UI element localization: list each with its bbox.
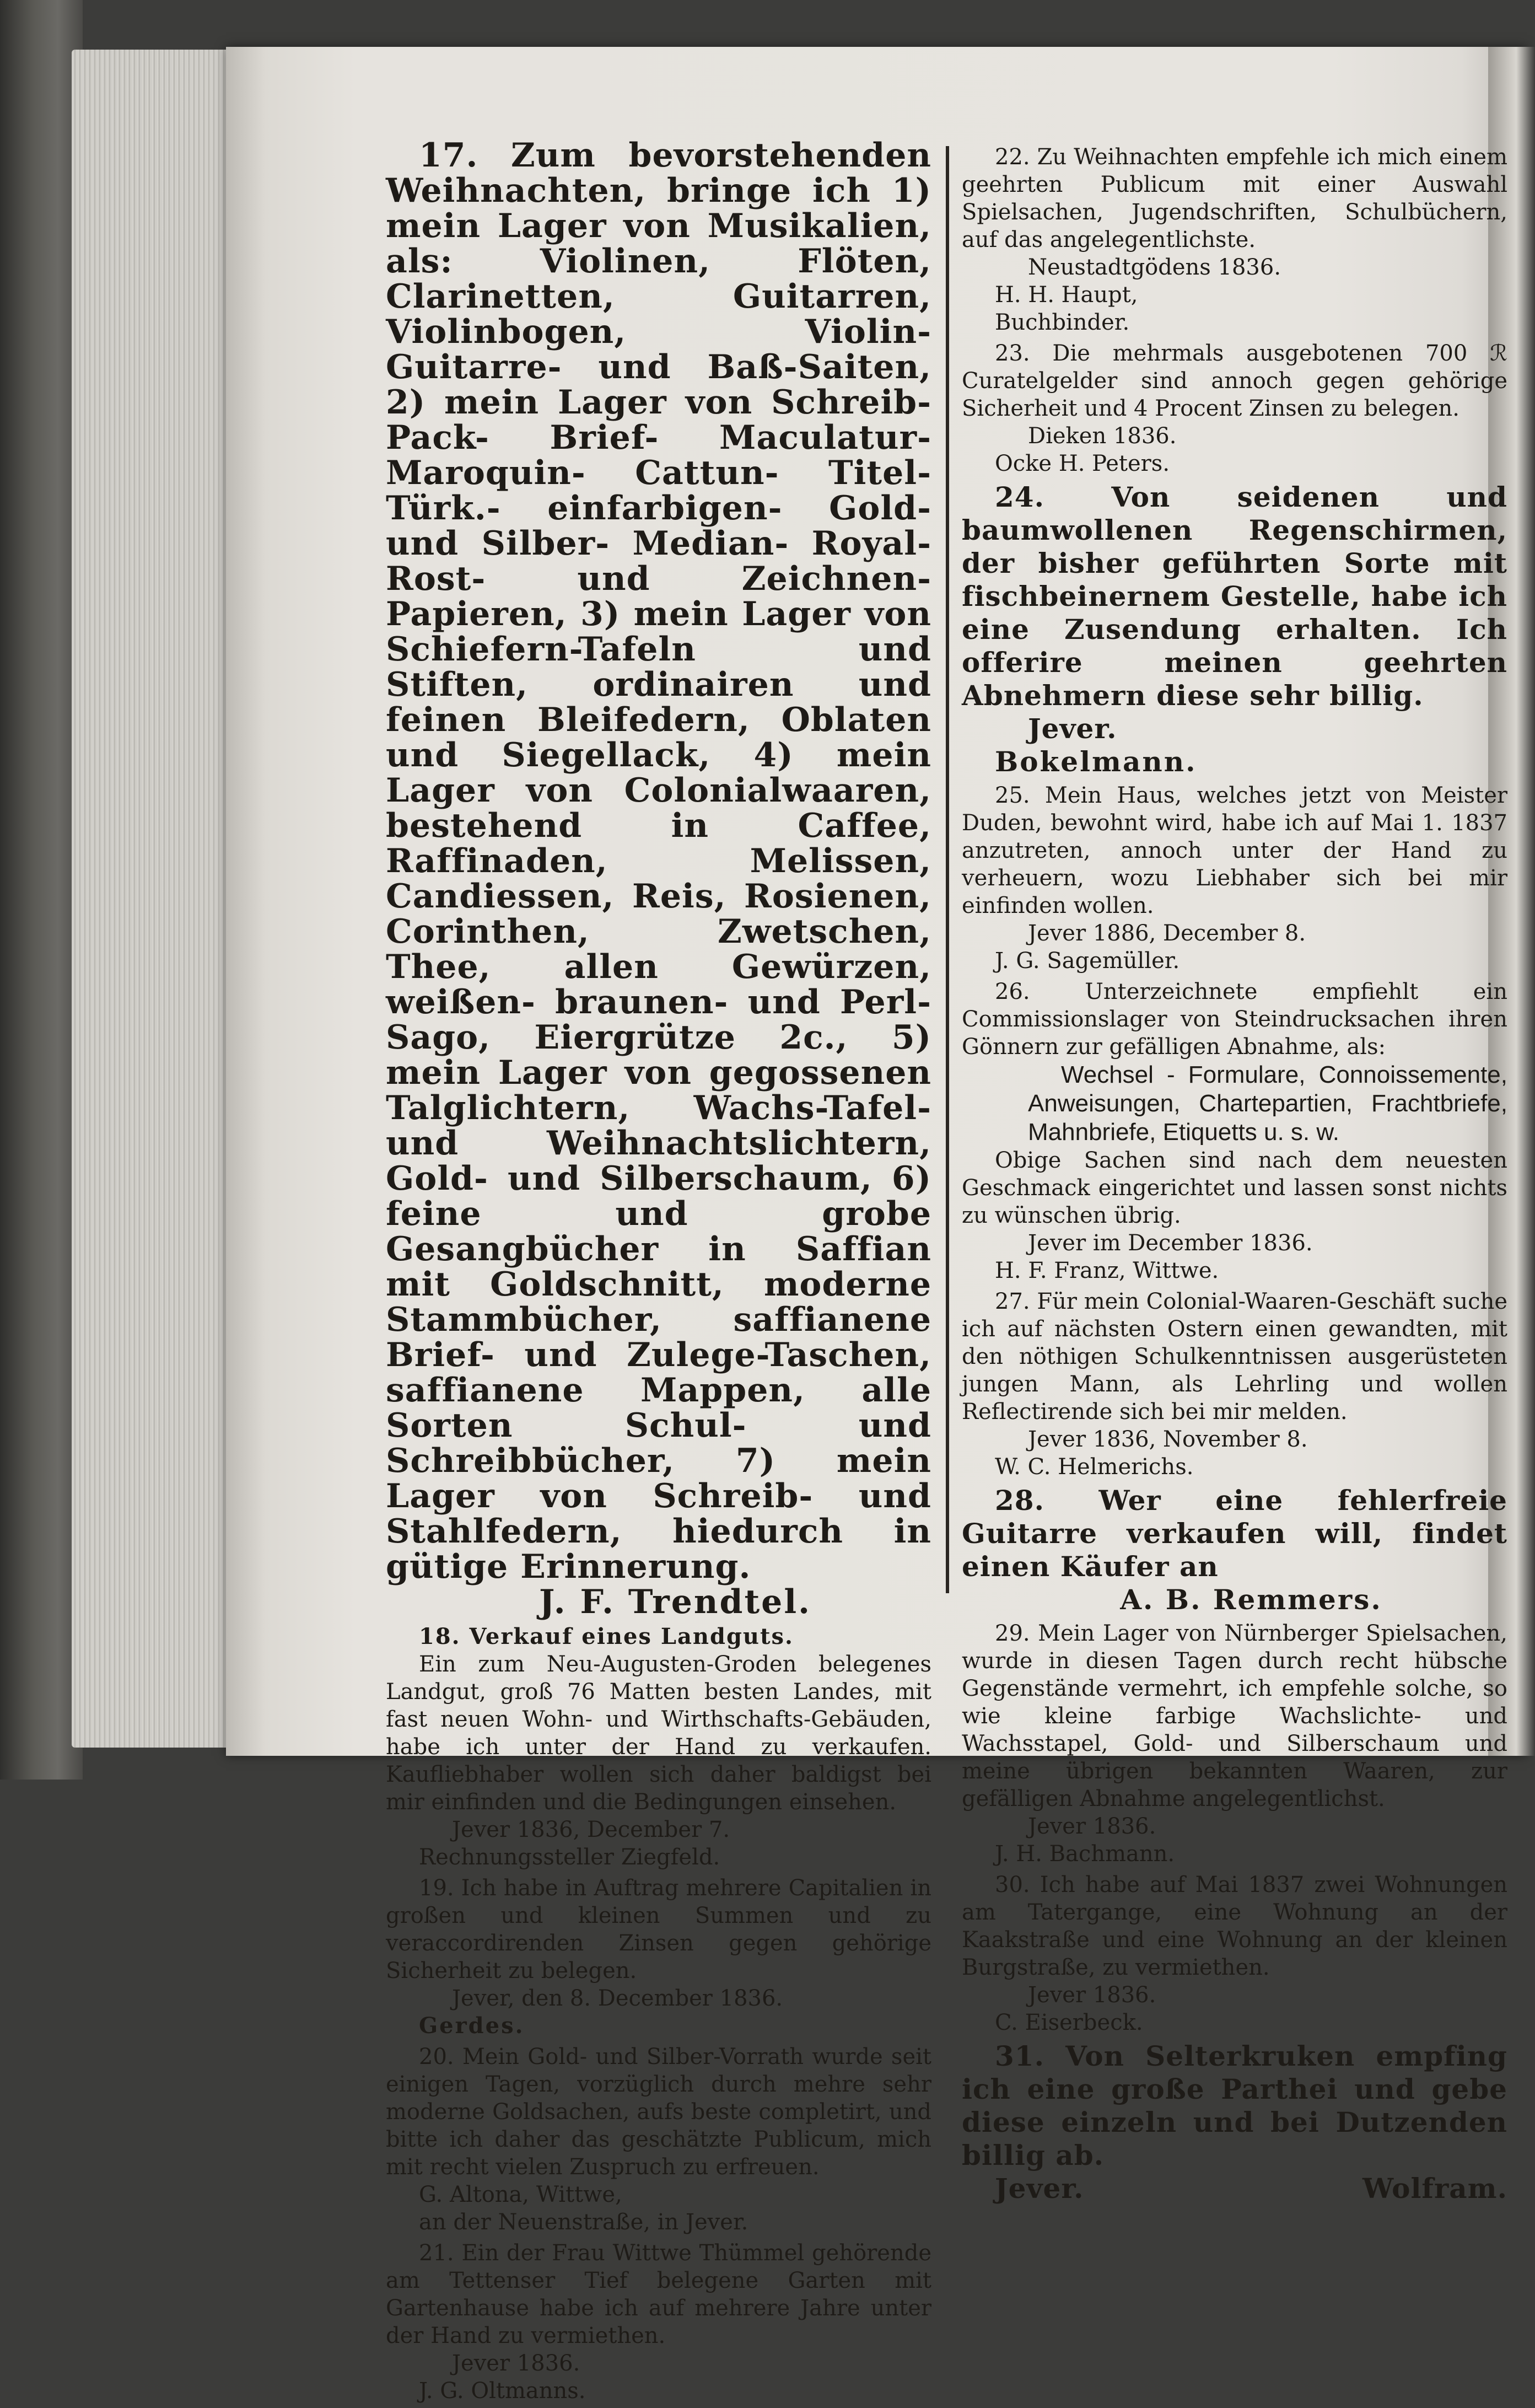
left-column	[386, 138, 931, 2408]
ad-25-text: 25. Mein Haus, welches jetzt von Meister Duden, bewohnt wird, habe ich auf Mai 1. 1837 anzutreten, annoch unter der Hand zu verheuern, wozu Liebhaber sich bei mir einfinden wollen.	[962, 783, 1507, 918]
ad-26-text2: Obige Sachen sind nach dem neuesten Geschmack eingerichtet und lassen sonst nichts zu wünschen übrig.	[962, 1148, 1507, 1228]
book-edge	[0, 0, 83, 1780]
ad-24-place: Jever.	[1028, 712, 1117, 745]
ad-27	[962, 1288, 1507, 1481]
ad-22-place: Neustadtgödens 1836.	[1028, 255, 1281, 280]
ad-29-signature: J. H. Bachmann.	[995, 1841, 1175, 1867]
ad-28-text: 28. Wer eine fehlerfreie Guitarre verkaufen will, findet einen Käufer an	[962, 1484, 1507, 1583]
ad-31-footer	[962, 2172, 1507, 2205]
ad-24-text: 24. Von seidenen und baumwollenen Regenschirmen, der bisher geführten Sorte mit fischbeinernem Gestelle, habe ich eine Zusendung erhalten. Ich offerire meinen geehrten Abnehmern diese sehr billig.	[962, 481, 1507, 712]
ad-18-text: Ein zum Neu-Augusten-Groden belegenes Landgut, groß 76 Matten besten Landes, mit fast neuen Wohn- und Wirthschafts-Gebäuden, habe ich unter der Hand zu verkaufen. Kaufliebhaber wollen sich daher baldigst bei mir einfinden und die Bedingungen einsehen.	[386, 1652, 931, 1815]
ad-23-signature: Ocke H. Peters.	[995, 451, 1170, 476]
ad-30-text: 30. Ich habe auf Mai 1837 zwei Wohnungen am Tatergange, eine Wohnung an der Kaakstraße und eine Wohnung an der kleinen Burgstraße, zu vermiethen.	[962, 1872, 1507, 1980]
ad-30-place: Jever 1836.	[1028, 1982, 1156, 2008]
ad-22-text: 22. Zu Weihnachten empfehle ich mich einem geehrten Publicum mit einer Auswahl Spielsachen, Jugendschriften, Schulbüchern, auf das angelegentlichste.	[962, 144, 1507, 252]
ad-19-place: Jever, den 8. December 1836.	[452, 1986, 783, 2011]
ad-26-list: Wechsel - Formulare, Connoissemente, Anweisungen, Chartepartien, Frachtbriefe, Mahnbriefe, Etiquetts u. s. w.	[1028, 1061, 1507, 1146]
ad-29	[962, 1620, 1507, 1868]
ad-21-text: 21. Ein der Frau Wittwe Thümmel gehörende am Tettenser Tief belegene Garten mit Gartenhause habe ich auf mehrere Jahre unter der Hand zu vermiethen.	[386, 2240, 931, 2348]
ad-18-signature: Rechnungssteller Ziegfeld.	[419, 1845, 720, 1870]
ad-31-signature: Wolfram.	[1362, 2172, 1507, 2205]
ad-26-signature: H. F. Franz, Wittwe.	[995, 1258, 1219, 1283]
ad-23-place: Dieken 1836.	[1028, 423, 1177, 449]
ad-19-text: 19. Ich habe in Auftrag mehrere Capitalien in großen und kleinen Summen und zu veraccordirenden Zinsen gegen gehörige Sicherheit zu belegen.	[386, 1875, 931, 1984]
right-column	[962, 143, 1507, 2208]
ad-23	[962, 340, 1507, 477]
ad-18-heading: 18. Verkauf eines Landguts.	[419, 1624, 794, 1649]
ad-17-text: 17. Zum bevorstehenden Weihnachten, bringe ich 1) mein Lager von Musikalien, als: Violinen, Flöten, Clarinetten, Guitarren, Violinbogen, Violin-Guitarre- und Baß-Saiten, 2) mein Lager von Schreib- Pack- Brief- Maculatur- Maroquin- Cattun- Titel- Türk.- einfarbigen- Gold- und Silber- Median- Royal- Rost- und Zeichnen-Papieren, 3) mein Lager von Schiefern-Tafeln und Stiften, ordinairen und feinen Bleifedern, Oblaten und Siegellack, 4) mein Lager von Colonialwaaren, bestehend in Caffee, Raffinaden, Melissen, Candiessen, Reis, Rosienen, Corinthen, Zwetschen, Thee, allen Gewürzen, weißen- braunen- und Perl-Sago, Eiergrütze 2c., 5) mein Lager von gegossenen Talglichtern, Wachs-Tafel- und Weihnachtslichtern, Gold- und Silberschaum, 6) feine und grobe Gesangbücher in Saffian mit Goldschnitt, moderne Stammbücher, saffianene Brief- und Zulege-Taschen, saffianene Mappen, alle Sorten Schul- und Schreibbücher, 7) mein Lager von Schreib- und Stahlfedern, hiedurch in gütige Erinnerung.	[386, 136, 931, 1586]
ad-25-signature: J. G. Sagemüller.	[995, 948, 1180, 974]
ad-26-place: Jever im December 1836.	[1028, 1230, 1313, 1256]
ad-20-text: 20. Mein Gold- und Silber-Vorrath wurde seit einigen Tagen, vorzüglich durch mehre sehr moderne Goldsachen, aufs beste completirt, und bitte ich daher das geschätzte Publicum, mich mit recht vielen Zuspruch zu erfreuen.	[386, 2044, 931, 2180]
ad-23-text: 23. Die mehrmals ausgebotenen 700 ℛ Curatelgelder sind annoch gegen gehörige Sicherheit und 4 Procent Zinsen zu belegen.	[962, 341, 1507, 421]
ad-20-signature-note: an der Neuenstraße, in Jever.	[419, 2210, 748, 2235]
ad-31-place: Jever.	[995, 2172, 1084, 2205]
ad-28-signature: A. B. Remmers.	[1120, 1583, 1382, 1616]
ad-17-signature: J. F. Trendtel.	[538, 1583, 812, 1621]
ad-21-place: Jever 1836.	[452, 2351, 580, 2376]
page-stack	[72, 50, 237, 1748]
ad-29-place: Jever 1836.	[1028, 1814, 1156, 1839]
ad-30-signature: C. Eiserbeck.	[995, 2010, 1143, 2035]
ad-28	[962, 1484, 1507, 1616]
ad-26	[962, 978, 1507, 1284]
ad-22-signature-note: Buchbinder.	[995, 310, 1130, 335]
ad-25	[962, 782, 1507, 975]
ad-20	[386, 2043, 931, 2236]
ad-31-text: 31. Von Selterkruken empfing ich eine große Parthei und gebe diese einzeln und bei Dutzenden billig ab.	[962, 2040, 1507, 2172]
ad-22-signature: H. H. Haupt,	[995, 282, 1138, 308]
ad-27-text: 27. Für mein Colonial-Waaren-Geschäft suche ich auf nächsten Ostern einen gewandten, mit den nöthigen Schulkenntnissen ausgerüsteten jungen Mann, als Lehrling und wollen Reflectirende sich bei mir melden.	[962, 1289, 1507, 1425]
ad-24	[962, 481, 1507, 778]
ad-18-place: Jever 1836, December 7.	[452, 1817, 730, 1842]
ad-19-signature: Gerdes.	[419, 2013, 525, 2039]
ad-29-text: 29. Mein Lager von Nürnberger Spielsachen, wurde in diesen Tagen durch recht hübsche Gegenstände vermehrt, ich empfehle solche, so wie kleine farbige Wachslichte- und Wachsstapel, Gold- und Silberschaum und meine übrigen bekannten Waaren, zur gefälligen Abnahme angelegentlichst.	[962, 1621, 1507, 1812]
ad-31	[962, 2040, 1507, 2205]
ad-27-signature: W. C. Helmerichs.	[995, 1454, 1194, 1480]
column-rule	[946, 146, 949, 1593]
ad-25-place: Jever 1886, December 8.	[1028, 921, 1306, 946]
ad-20-signature: G. Altona, Wittwe,	[419, 2182, 622, 2207]
ad-22	[962, 143, 1507, 336]
ad-30	[962, 1871, 1507, 2036]
ad-27-place: Jever 1836, November 8.	[1028, 1427, 1308, 1452]
ad-24-signature: Bokelmann.	[995, 745, 1197, 778]
ad-19	[386, 1874, 931, 2040]
ad-18	[386, 1623, 931, 1871]
ad-21	[386, 2239, 931, 2405]
ad-17	[386, 138, 931, 1620]
ad-21-signature: J. G. Oltmanns.	[419, 2378, 586, 2404]
ad-26-text: 26. Unterzeichnete empfiehlt ein Commissionslager von Steindrucksachen ihren Gönnern zur gefälligen Abnahme, als:	[962, 979, 1507, 1060]
